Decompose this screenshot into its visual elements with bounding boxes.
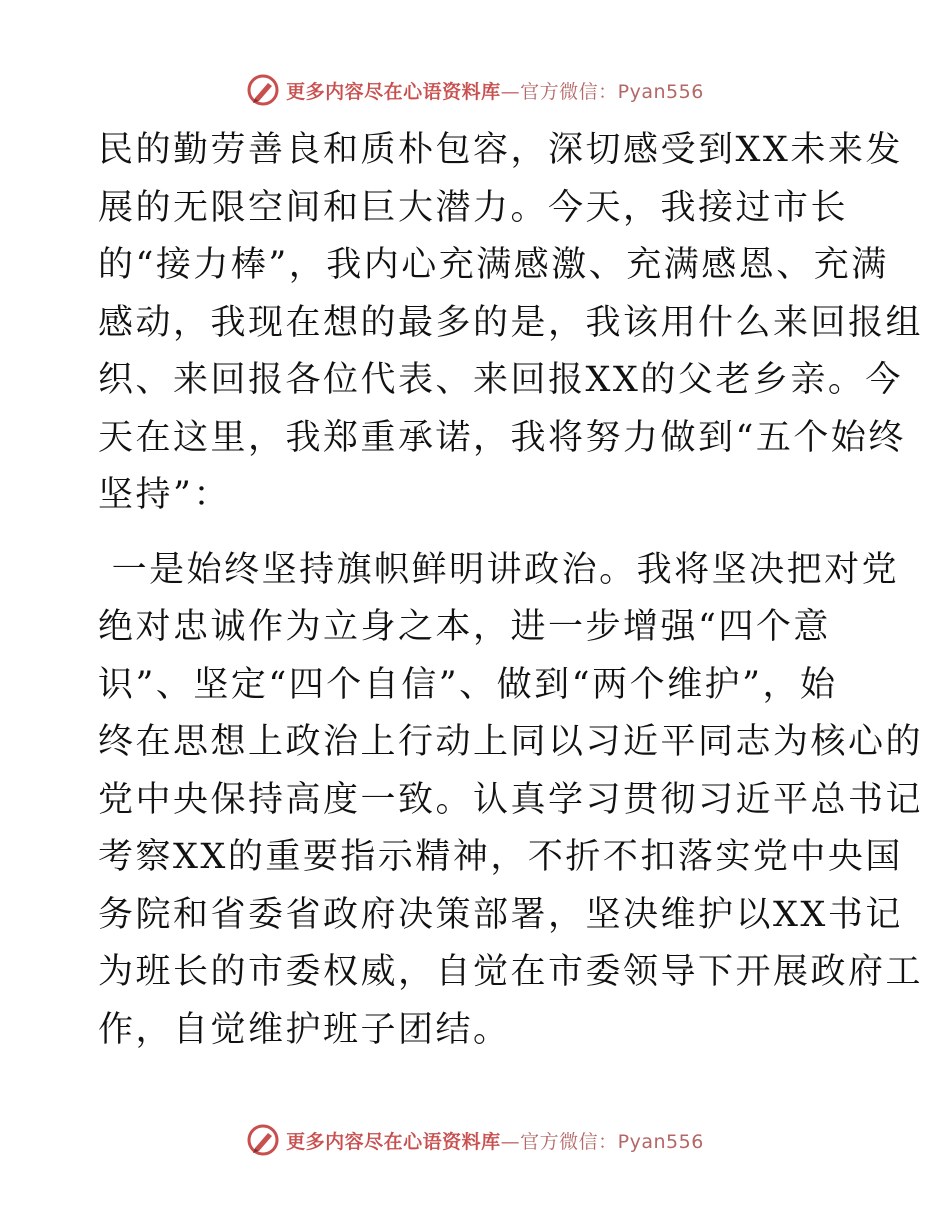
text-line: 作，自觉维护班子团结。 (98, 1009, 511, 1050)
footer-watermark (0, 1122, 950, 1158)
text-line: 展的无限空间和巨大潜力。今天，我接过市长 (98, 187, 849, 228)
text-line: 终在思想上政治上行动上同以习近平同志为核心的 (98, 722, 924, 762)
footer-watermark-text (286, 1127, 704, 1154)
paragraph-2 (98, 542, 924, 1060)
text-line: 民的勤劳善良和质朴包容，深切感受到XX未来发 (98, 130, 903, 170)
text-line: 织、来回报各位代表、来回报XX的父老乡亲。今 (98, 360, 903, 400)
watermark-brand: 更多内容尽在心语资料库 (286, 1130, 501, 1153)
header-watermark (0, 72, 950, 108)
watermark-brand: 更多内容尽在心语资料库 (286, 80, 501, 103)
text-line: 的“接力棒”，我内心充满感激、充满感恩、充满 (98, 245, 889, 285)
text-line: 党中央保持高度一致。认真学习贯彻习近平总书记 (98, 779, 924, 820)
watermark-separator: — (500, 80, 521, 103)
paragraph-1 (98, 122, 924, 525)
text-line: 感动，我现在想的最多的是，我该用什么来回报组 (98, 302, 924, 343)
watermark-wechat: 官方微信：Pyan556 (520, 1130, 704, 1153)
text-line: 务院和省委省政府决策部署，坚决维护以XX书记 (98, 894, 903, 935)
pen-logo-icon (246, 1123, 280, 1157)
watermark-wechat: 官方微信：Pyan556 (520, 80, 704, 103)
text-line: 天在这里，我郑重承诺，我将努力做到“五个始终 (98, 417, 906, 458)
watermark-separator: — (500, 1130, 521, 1153)
text-line: 坚持”： (98, 475, 231, 515)
header-watermark-text (286, 77, 704, 104)
text-line: 识”、坚定“四个自信”、做到“两个维护”，始 (98, 664, 838, 705)
text-line: 为班长的市委权威，自觉在市委领导下开展政府工 (98, 952, 924, 992)
text-line: 绝对忠诚作为立身之本，进一步增强“四个意 (98, 607, 831, 647)
text-line: 考察XX的重要指示精神，不折不扣落实党中央国 (98, 837, 903, 877)
pen-logo-icon (246, 73, 280, 107)
text-line: 一是始终坚持旗帜鲜明讲政治。我将坚决把对党 (98, 549, 900, 590)
document-body (98, 122, 924, 1059)
